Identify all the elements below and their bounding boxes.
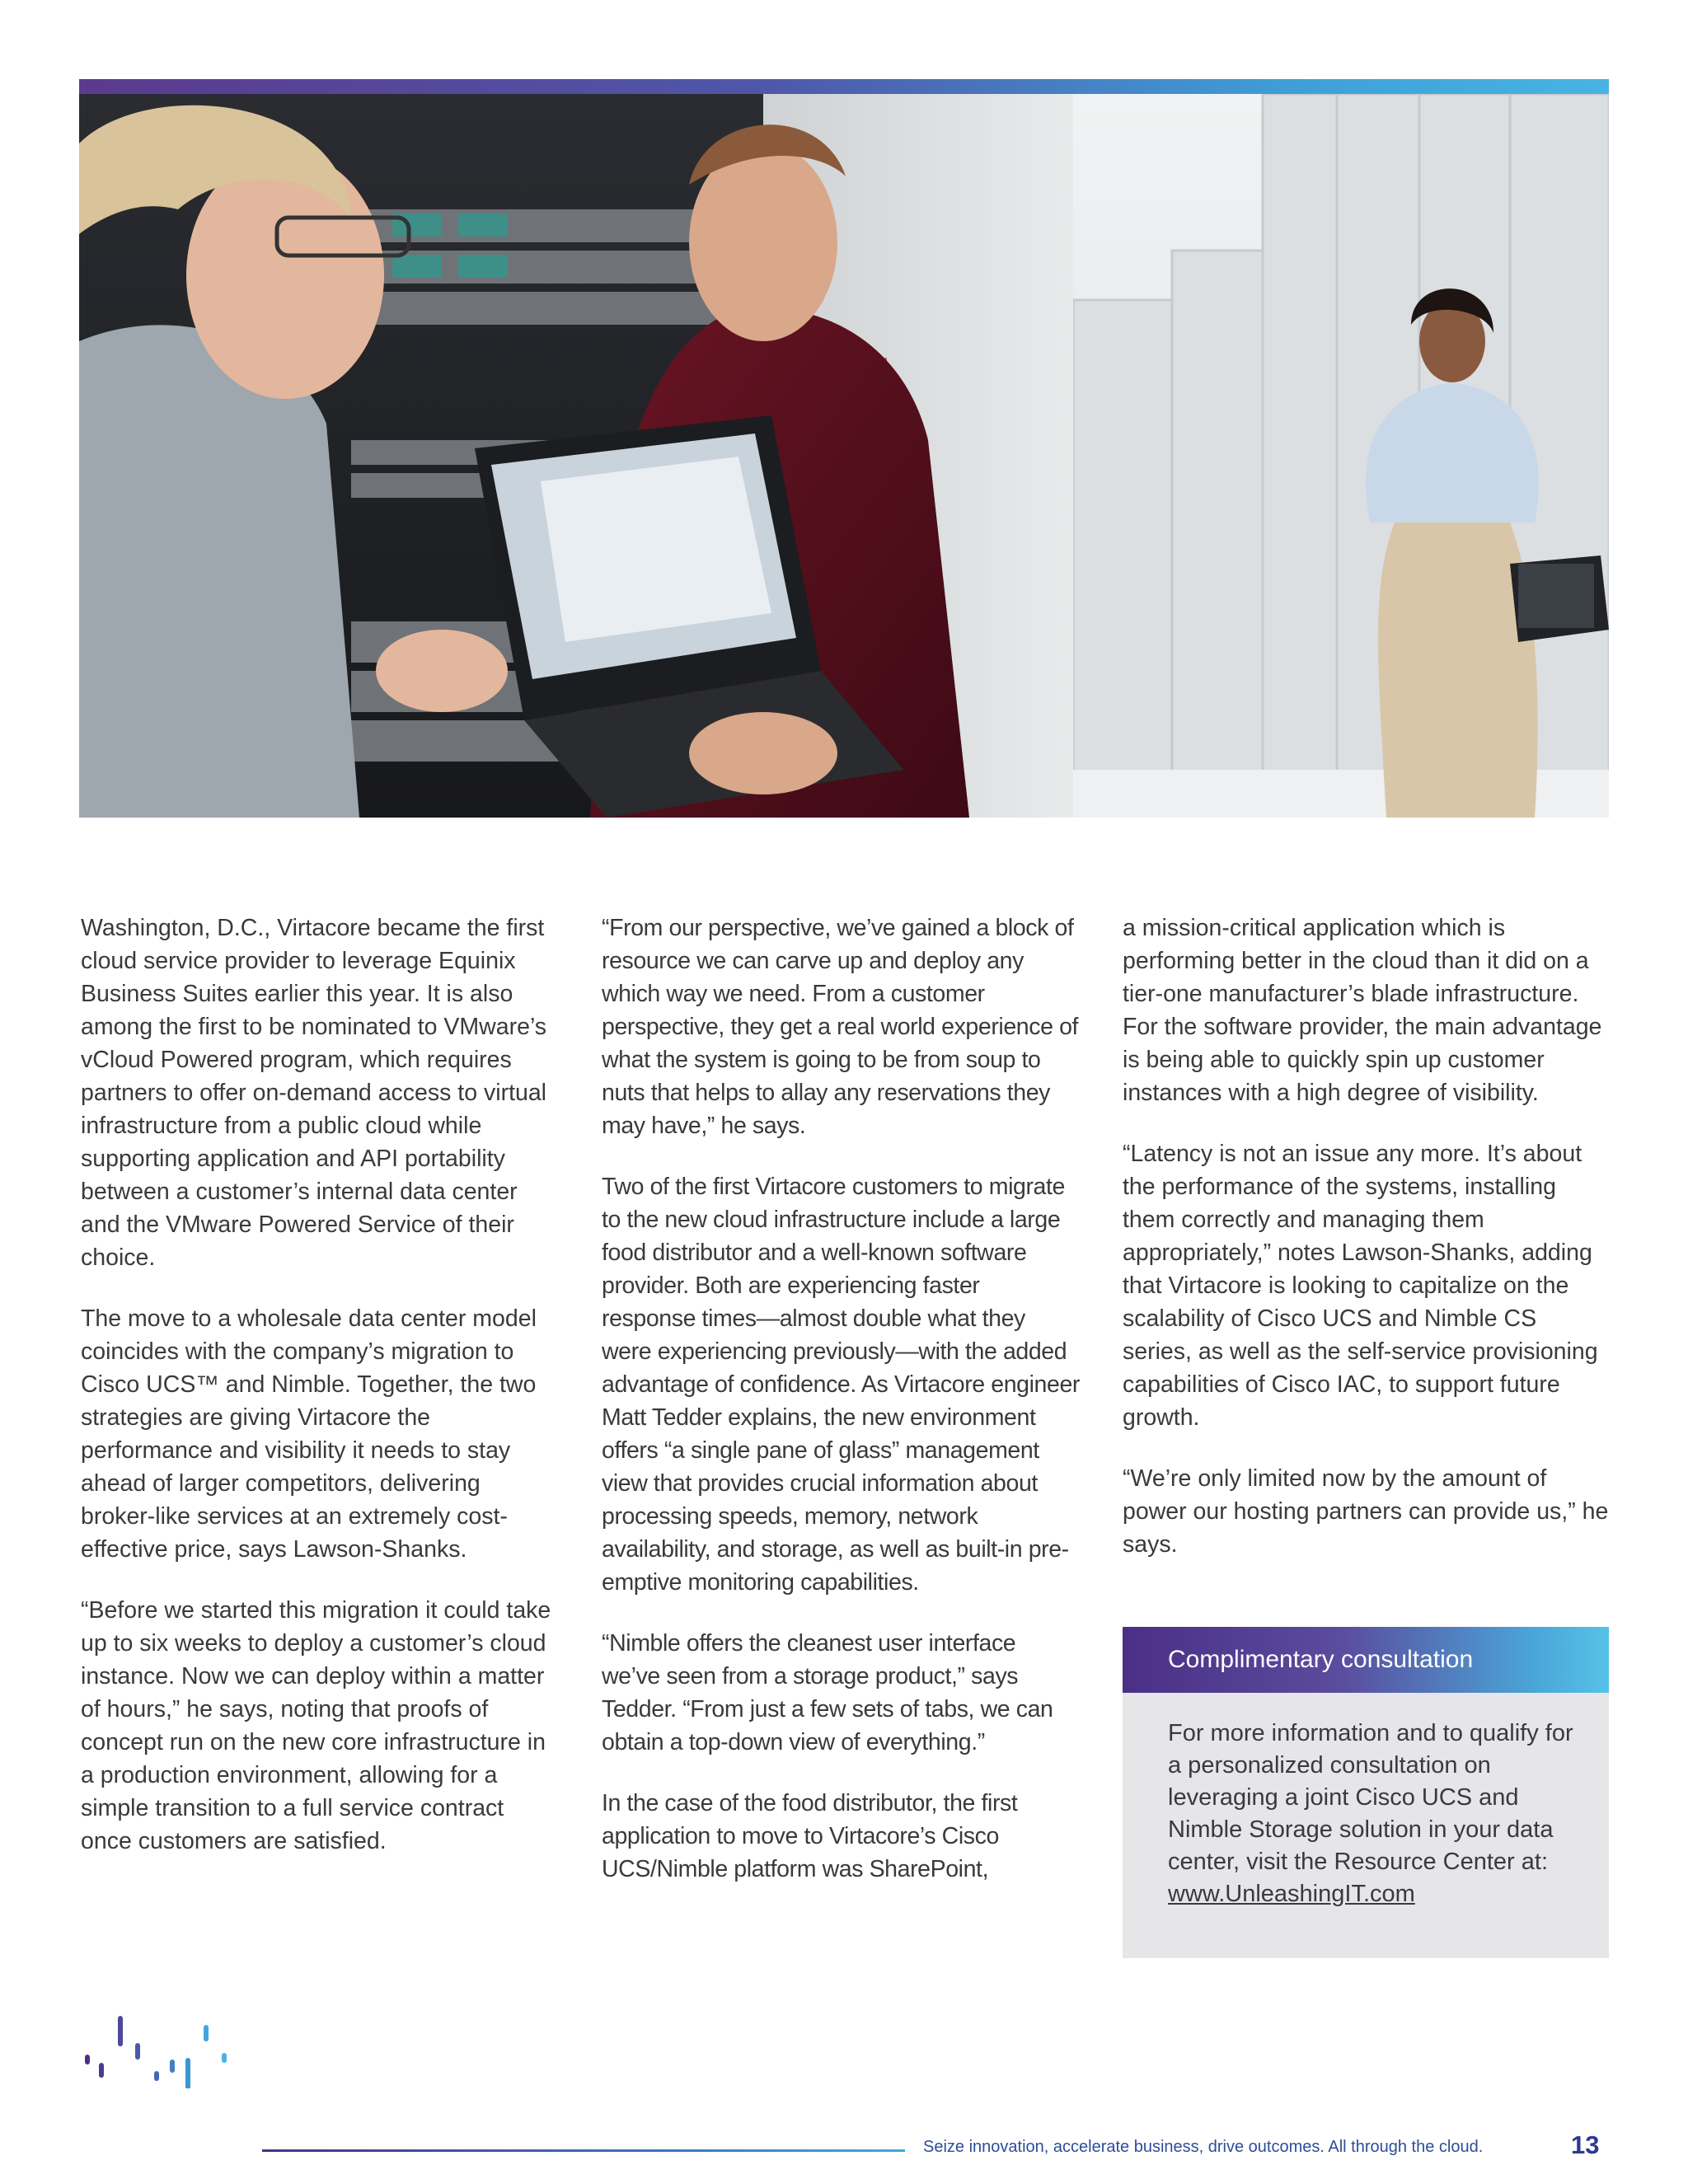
callout-title: Complimentary consultation: [1123, 1627, 1609, 1693]
paragraph: In the case of the food distributor, the first application to move to Virtacore’s Cisco UCS/Nimble platform was SharePoint,: [602, 1790, 1018, 1882]
paragraph: The move to a wholesale data center model coincides with the company’s migration to Cisco UCS™ and Nimble. Together, the two strategies are giving Virtacore the performance and visibility it needs to stay ahead of larger competitors, delivering broker-like services at an extremely cost-effective price, says Lawson-Shanks.: [81, 1305, 537, 1563]
logo-bars-icon: [79, 2014, 236, 2088]
photo-woman-with-tablet: [1073, 94, 1609, 818]
paragraph: “We’re only limited now by the amount of power our hosting partners can provide us,” he says.: [1123, 1465, 1609, 1558]
paragraph: “Nimble offers the cleanest user interface we’ve seen from a storage product,” says Tedder. “From just a few sets of tabs, we can obtain a top-down view of everything.”: [602, 1630, 1053, 1755]
paragraph: “Latency is not an issue any more. It’s about the performance of the systems, installing them correctly and managing them appropriately,” notes Lawson-Shanks, adding that Virtacore is looking to capitalize on the scalability of Cisco UCS and Nimble CS series, as well as the self-service provisioning capabilities of Cisco IAC, to support future growth.: [1123, 1141, 1598, 1431]
paragraph: Washington, D.C., Virtacore became the first cloud service provider to leverage Equinix Business Suites earlier this year. It is also among the first to be nominated to VMware’s vCloud Powered program, which requires partners to offer on-demand access to virtual infrastructure from a public cloud while supporting application and API portability between a customer’s internal data center and the VMware Powered Service of their choice.: [81, 915, 547, 1271]
paragraph: a mission-critical application which is performing better in the cloud than it did on a tier-one manufacturer’s blade infrastructure. For the software provider, the main advantage is being able to quickly spin up customer instances with a high degree of visibility.: [1123, 915, 1602, 1106]
footer-divider: [262, 2149, 905, 2152]
article-column-1: [81, 912, 559, 1886]
resource-center-link[interactable]: www.UnleashingIT.com: [1168, 1881, 1415, 1907]
callout-text: For more information and to qualify for a personalized consultation on leveraging a joint Cisco UCS and Nimble Storage solution in your data center, visit the Resource Center at:: [1168, 1720, 1573, 1875]
paragraph: “From our perspective, we’ve gained a block of resource we can carve up and deploy any which way we need. From a customer perspective, they get a real world experience of what the system is going to be from soup to nuts that helps to allay any reservations they may have,” he says.: [602, 915, 1079, 1139]
paragraph: “Before we started this migration it could take up to six weeks to deploy a customer’s cloud instance. Now we can deploy within a matter of hours,” he says, noting that proofs of concept run on the new core infrastructure in a production environment, allowing for a simple transition to a full service contract once customers are satisfied.: [81, 1597, 551, 1854]
page-number: 13: [1571, 2130, 1600, 2159]
photo-engineers-with-laptop: [79, 94, 1073, 818]
callout-body: [1123, 1693, 1609, 1958]
article-column-3: [1123, 912, 1609, 1589]
consultation-callout: [1123, 1627, 1609, 1958]
article-column-2: [602, 912, 1080, 1914]
header-gradient-bar: [79, 79, 1609, 94]
footer-tagline: Seize innovation, accelerate business, drive outcomes. All through the cloud.: [923, 2138, 1484, 2156]
paragraph: Two of the first Virtacore customers to migrate to the new cloud infrastructure include a large food distributor and a well-known software provider. Both are experiencing faster response times—almost double what they were experiencing previously—with the added advantage of confidence. As Virtacore engineer Matt Tedder explains, the new environment offers “a single pane of glass” management view that provides crucial information about processing speeds, memory, network availability, and storage, as well as built-in pre-emptive monitoring capabilities.: [602, 1174, 1080, 1596]
